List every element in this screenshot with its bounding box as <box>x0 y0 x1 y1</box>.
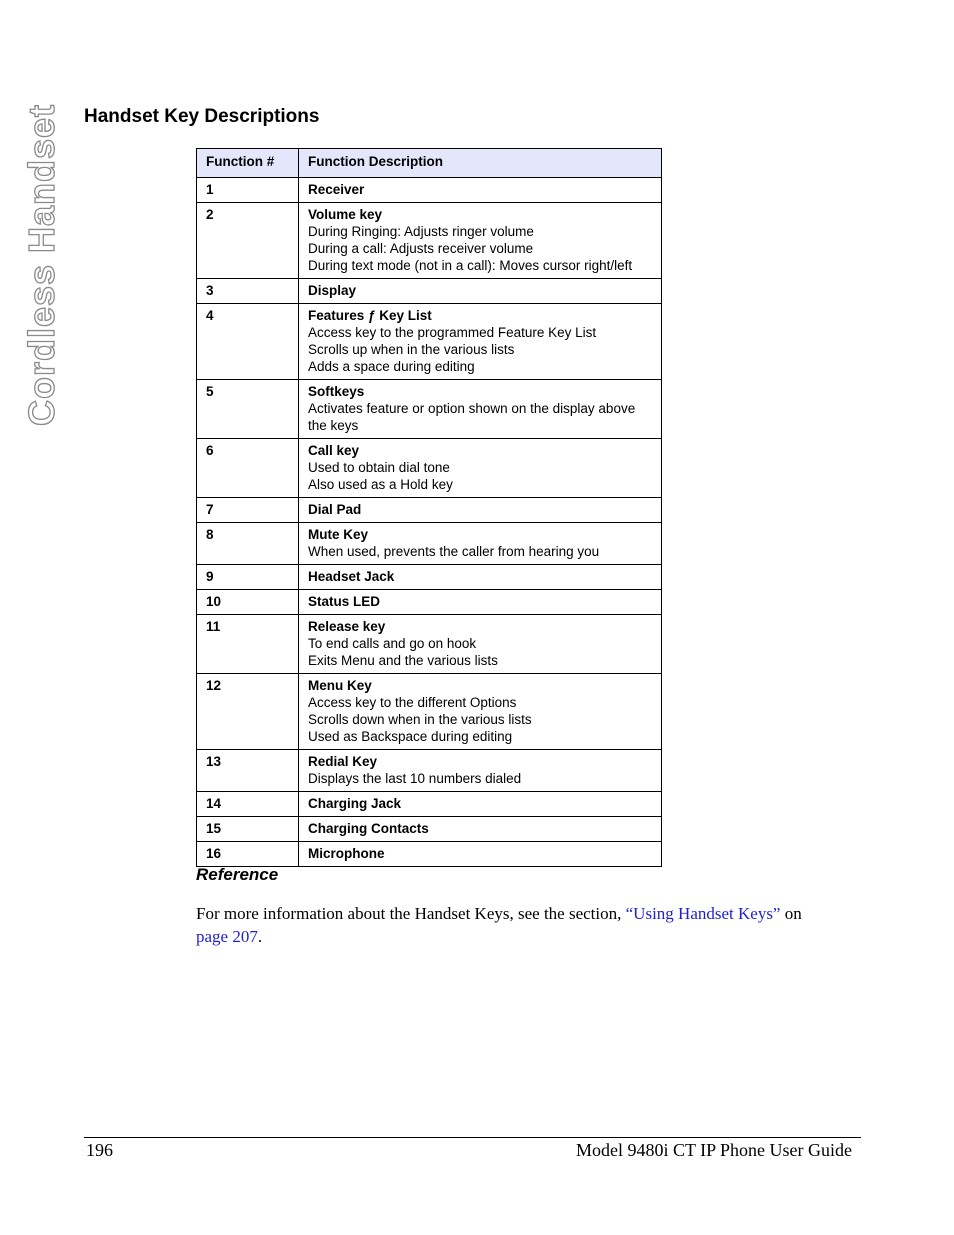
function-name: Charging Contacts <box>308 821 429 836</box>
table-row <box>197 792 662 817</box>
table-row <box>197 817 662 842</box>
function-description-cell <box>299 565 662 590</box>
function-description-line: Used to obtain dial tone <box>308 460 450 475</box>
function-description-cell <box>299 590 662 615</box>
function-number: 5 <box>197 380 299 439</box>
function-description-line: Scrolls up when in the various lists <box>308 342 515 357</box>
function-description-cell <box>299 304 662 380</box>
table-row <box>197 523 662 565</box>
table-row <box>197 590 662 615</box>
function-number: 14 <box>197 792 299 817</box>
header-function-description: Function Description <box>299 149 662 178</box>
table-row <box>197 178 662 203</box>
footer-divider <box>84 1137 861 1138</box>
using-handset-keys-link[interactable]: “Using Handset Keys” <box>625 904 781 923</box>
function-number: 15 <box>197 817 299 842</box>
function-description-cell <box>299 792 662 817</box>
function-number: 16 <box>197 842 299 867</box>
function-description-line: Used as Backspace during editing <box>308 729 513 744</box>
function-number: 11 <box>197 615 299 674</box>
reference-text: For more information about the Handset Keys, see the section, <box>196 904 626 923</box>
section-title: Handset Key Descriptions <box>84 106 320 127</box>
function-description-line: Also used as a Hold key <box>308 477 453 492</box>
function-description-line: Access key to the different Options <box>308 695 517 710</box>
function-number: 7 <box>197 498 299 523</box>
function-name: Dial Pad <box>308 502 362 517</box>
function-name: Charging Jack <box>308 796 402 811</box>
reference-paragraph <box>196 902 826 948</box>
function-description-line: Displays the last 10 numbers dialed <box>308 771 522 786</box>
function-description-cell <box>299 523 662 565</box>
function-name: Menu Key <box>308 678 372 693</box>
function-description-line: To end calls and go on hook <box>308 636 477 651</box>
function-description-line: Activates feature or option shown on the display above the keys <box>308 401 636 433</box>
function-number: 1 <box>197 178 299 203</box>
table-row <box>197 615 662 674</box>
function-name: Features ƒ Key List <box>308 308 432 323</box>
function-name: Mute Key <box>308 527 369 542</box>
function-description-cell <box>299 615 662 674</box>
function-description-line: When used, prevents the caller from hearing you <box>308 544 600 559</box>
table-row <box>197 498 662 523</box>
function-name: Volume key <box>308 207 383 222</box>
function-name: Headset Jack <box>308 569 395 584</box>
function-description-cell <box>299 203 662 279</box>
table-body <box>197 178 662 867</box>
header-function-number: Function # <box>197 149 299 178</box>
table-row <box>197 750 662 792</box>
function-name: Redial Key <box>308 754 378 769</box>
table-row <box>197 203 662 279</box>
guide-title: Model 9480i CT IP Phone User Guide <box>576 1140 852 1160</box>
reference-text-on: on <box>780 904 802 923</box>
function-description-line: During text mode (not in a call): Moves cursor right/left <box>308 258 633 273</box>
function-description-line: Access key to the programmed Feature Key List <box>308 325 597 340</box>
table-header-row <box>197 149 662 178</box>
function-description-line: Exits Menu and the various lists <box>308 653 498 668</box>
function-name: Softkeys <box>308 384 365 399</box>
function-description-cell <box>299 439 662 498</box>
table-row <box>197 565 662 590</box>
page-207-link[interactable]: page 207 <box>196 927 258 946</box>
function-description-line: During a call: Adjusts receiver volume <box>308 241 534 256</box>
reference-text-end: . <box>257 927 263 946</box>
reference-title: Reference <box>196 865 279 884</box>
function-name: Microphone <box>308 846 385 861</box>
function-description-cell <box>299 842 662 867</box>
handset-key-table <box>196 148 662 867</box>
table-row <box>197 439 662 498</box>
function-number: 13 <box>197 750 299 792</box>
function-name: Receiver <box>308 182 365 197</box>
function-number: 6 <box>197 439 299 498</box>
table-row <box>197 304 662 380</box>
function-description-cell <box>299 817 662 842</box>
function-description-cell <box>299 178 662 203</box>
function-number: 4 <box>197 304 299 380</box>
table-row <box>197 842 662 867</box>
function-number: 12 <box>197 674 299 750</box>
table-row <box>197 279 662 304</box>
chapter-side-tab: Cordless Handset <box>21 103 62 427</box>
function-number: 9 <box>197 565 299 590</box>
page-number: 196 <box>86 1140 113 1160</box>
function-description-cell <box>299 498 662 523</box>
table-row <box>197 380 662 439</box>
function-name: Display <box>308 283 357 298</box>
function-number: 3 <box>197 279 299 304</box>
function-name: Release key <box>308 619 386 634</box>
function-name: Call key <box>308 443 360 458</box>
function-number: 8 <box>197 523 299 565</box>
function-description-cell <box>299 279 662 304</box>
function-number: 2 <box>197 203 299 279</box>
function-description-line: Scrolls down when in the various lists <box>308 712 532 727</box>
function-description-line: During Ringing: Adjusts ringer volume <box>308 224 534 239</box>
function-number: 10 <box>197 590 299 615</box>
function-description-line: Adds a space during editing <box>308 359 475 374</box>
function-description-cell <box>299 674 662 750</box>
table-row <box>197 674 662 750</box>
function-description-cell <box>299 380 662 439</box>
function-name: Status LED <box>308 594 381 609</box>
function-description-cell <box>299 750 662 792</box>
